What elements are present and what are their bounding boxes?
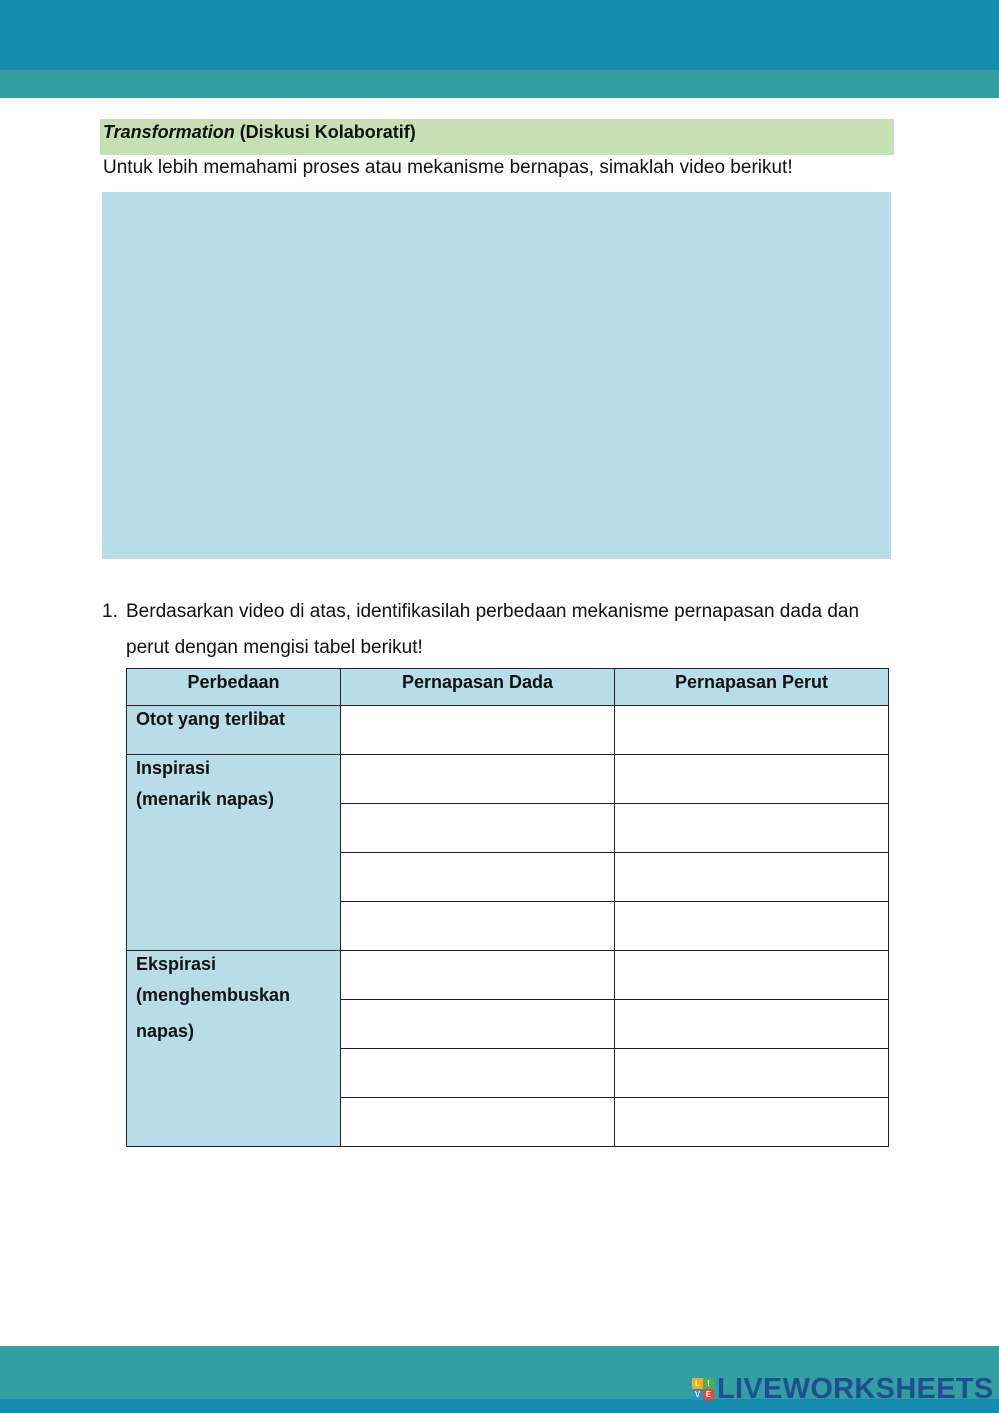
section-title-rest: (Diskusi Kolaboratif) (234, 122, 416, 142)
video-embed[interactable] (102, 192, 891, 559)
logo-text: LIVEWORKSHEETS (717, 1373, 994, 1405)
header-band (0, 0, 999, 70)
logo-mark-letter: I (703, 1378, 714, 1389)
answer-cell[interactable] (341, 1098, 615, 1147)
answer-cell[interactable] (615, 1098, 889, 1147)
question-text: Berdasarkan video di atas, identifikasilah perbedaan mekanisme pernapasan dada dan perut dengan mengisi tabel berikut! (126, 601, 860, 658)
answer-cell[interactable] (615, 755, 889, 804)
table-header-row (127, 669, 889, 706)
answer-cell[interactable] (615, 1049, 889, 1098)
answer-cell[interactable] (341, 902, 615, 951)
answer-cell[interactable] (341, 951, 615, 1000)
logo-mark-letter: L (692, 1378, 703, 1389)
table-row (127, 706, 889, 755)
logo-mark-letter: V (692, 1389, 703, 1400)
logo-mark-icon (692, 1378, 714, 1400)
answer-cell[interactable] (615, 804, 889, 853)
row-label-inspirasi (127, 755, 341, 951)
table-row (127, 755, 889, 804)
comparison-table (126, 668, 889, 1147)
header-pernapasan-perut: Pernapasan Perut (615, 669, 889, 706)
row-label-text: (menghembuskan (136, 985, 291, 1005)
question-number: 1. (102, 601, 118, 622)
answer-cell[interactable] (615, 706, 889, 755)
logo-mark-letter: E (703, 1389, 714, 1400)
header-accent-band (0, 70, 999, 98)
row-label-text: napas) (136, 1021, 195, 1041)
row-label-text: Inspirasi (136, 758, 211, 778)
answer-cell[interactable] (341, 1000, 615, 1049)
row-label-text: Ekspirasi (136, 954, 217, 974)
header-perbedaan: Perbedaan (127, 669, 341, 706)
row-label-text: (menarik napas) (136, 789, 275, 809)
header-pernapasan-dada: Pernapasan Dada (341, 669, 615, 706)
intro-text: Untuk lebih memahami proses atau mekanisme bernapas, simaklah video berikut! (103, 157, 793, 178)
row-label-ekspirasi (127, 951, 341, 1147)
section-title (100, 119, 894, 155)
answer-cell[interactable] (341, 706, 615, 755)
row-label-text: Otot yang terlibat (136, 709, 286, 729)
table-row (127, 951, 889, 1000)
answer-cell[interactable] (615, 853, 889, 902)
answer-cell[interactable] (341, 804, 615, 853)
section-title-italic: Transformation (103, 122, 235, 142)
answer-cell[interactable] (341, 853, 615, 902)
answer-cell[interactable] (341, 1049, 615, 1098)
row-label-otot (127, 706, 341, 755)
answer-cell[interactable] (615, 902, 889, 951)
answer-cell[interactable] (615, 1000, 889, 1049)
answer-cell[interactable] (615, 951, 889, 1000)
answer-cell[interactable] (341, 755, 615, 804)
liveworksheets-logo[interactable] (692, 1372, 994, 1406)
